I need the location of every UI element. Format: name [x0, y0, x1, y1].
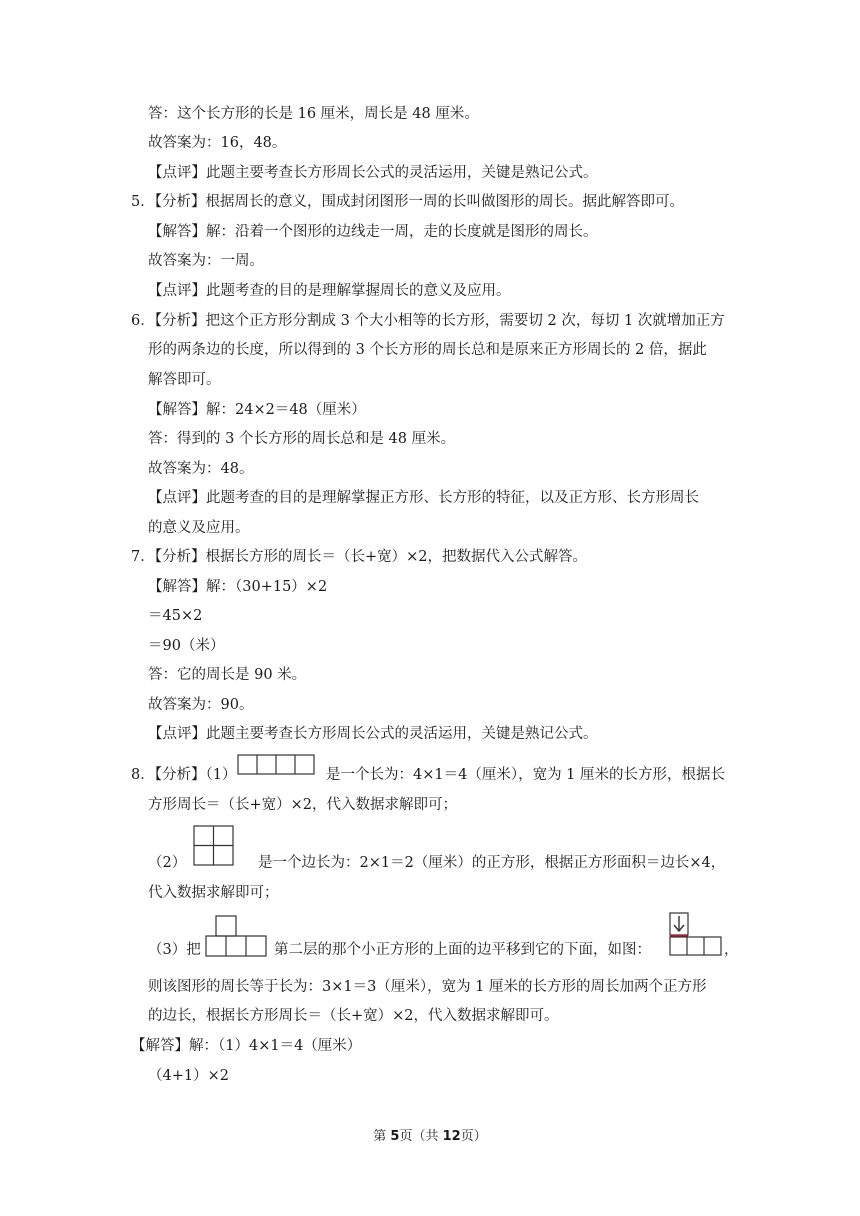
text-line: 方形周长＝（长+宽）×2，代入数据求解即可； — [148, 797, 458, 813]
two-by-two-grid-icon — [193, 825, 235, 867]
text-line: 故答案为：48。 — [148, 461, 254, 477]
text-line: 【解答】解：（30+15）×2 — [148, 579, 328, 595]
text-line: 故答案为：一周。 — [148, 253, 264, 269]
text-line: 答：它的周长是 90 米。 — [148, 667, 307, 683]
text-line: 8．【分析】（1） — [131, 767, 237, 783]
footer-prefix: 第 — [373, 1129, 391, 1144]
text-line: ＝45×2 — [148, 608, 203, 624]
text-line: 是一个长为：4×1＝4（厘米），宽为 1 厘米的长方形，根据长 — [326, 767, 726, 783]
text-line: 【点评】此题考查的目的是理解掌握正方形、长方形的特征，以及正方形、长方形周长 — [148, 490, 699, 506]
text-line: 的边长，根据长方形周长＝（长+宽）×2，代入数据求解即可。 — [148, 1008, 559, 1024]
text-line: 解答即可。 — [148, 372, 221, 388]
text-line: 【解答】解：（1）4×1＝4（厘米） — [131, 1038, 362, 1054]
text-line: 第二层的那个小正方形的上面的边平移到它的下面，如图： — [274, 942, 651, 958]
text-line: 【解答】解：沿着一个图形的边线走一周，走的长度就是图形的周长。 — [148, 224, 598, 240]
stepped-squares-icon — [203, 915, 269, 959]
text-line: （3）把 — [148, 942, 201, 958]
text-line: 故答案为：90。 — [148, 697, 254, 713]
text-line: 6．【分析】把这个正方形分割成 3 个大小相等的长方形，需要切 2 次，每切 1 次就增加正方 — [131, 313, 725, 329]
footer-page-number: 5 — [390, 1129, 400, 1144]
text-line: 答：得到的 3 个长方形的周长总和是 48 厘米。 — [148, 431, 456, 447]
footer-middle: 页（共 — [399, 1129, 443, 1144]
text-line: 【点评】此题主要考查长方形周长公式的灵活运用，关键是熟记公式。 — [148, 726, 598, 742]
translated-edge-arrow-icon — [668, 912, 724, 958]
text-line: 【点评】此题考查的目的是理解掌握周长的意义及应用。 — [148, 283, 511, 299]
text-line: 形的两条边的长度，所以得到的 3 个长方形的周长总和是原来正方形周长的 2 倍，据此 — [148, 342, 707, 358]
text-line: 故答案为：16，48。 — [148, 135, 287, 151]
page-footer — [0, 1128, 860, 1146]
text-line: ， — [724, 942, 739, 958]
text-line: 【解答】解：24×2＝48（厘米） — [148, 402, 366, 418]
text-line: 代入数据求解即可； — [148, 885, 279, 901]
text-line: 7．【分析】根据长方形的周长＝（长+宽）×2，把数据代入公式解答。 — [131, 549, 587, 565]
text-line: 的意义及应用。 — [148, 520, 250, 536]
text-line: （2） — [148, 855, 187, 871]
footer-total-pages: 12 — [442, 1129, 461, 1144]
text-line: 则该图形的周长等于长为：3×1＝3（厘米），宽为 1 厘米的长方形的周长加两个正方形 — [148, 979, 707, 995]
text-line: 【点评】此题主要考查长方形周长公式的灵活运用，关键是熟记公式。 — [148, 165, 598, 181]
text-line: 5．【分析】根据周长的意义，围成封闭图形一周的长叫做图形的周长。据此解答即可。 — [131, 194, 684, 210]
text-line: 是一个边长为：2×1＝2（厘米）的正方形，根据正方形面积＝边长×4， — [258, 855, 726, 871]
four-squares-row-icon — [237, 754, 317, 776]
text-line: ＝90（米） — [148, 638, 225, 654]
text-line: （4+1）×2 — [148, 1068, 229, 1084]
footer-suffix: 页） — [460, 1129, 487, 1144]
text-line: 答：这个长方形的长是 16 厘米，周长是 48 厘米。 — [148, 106, 479, 122]
